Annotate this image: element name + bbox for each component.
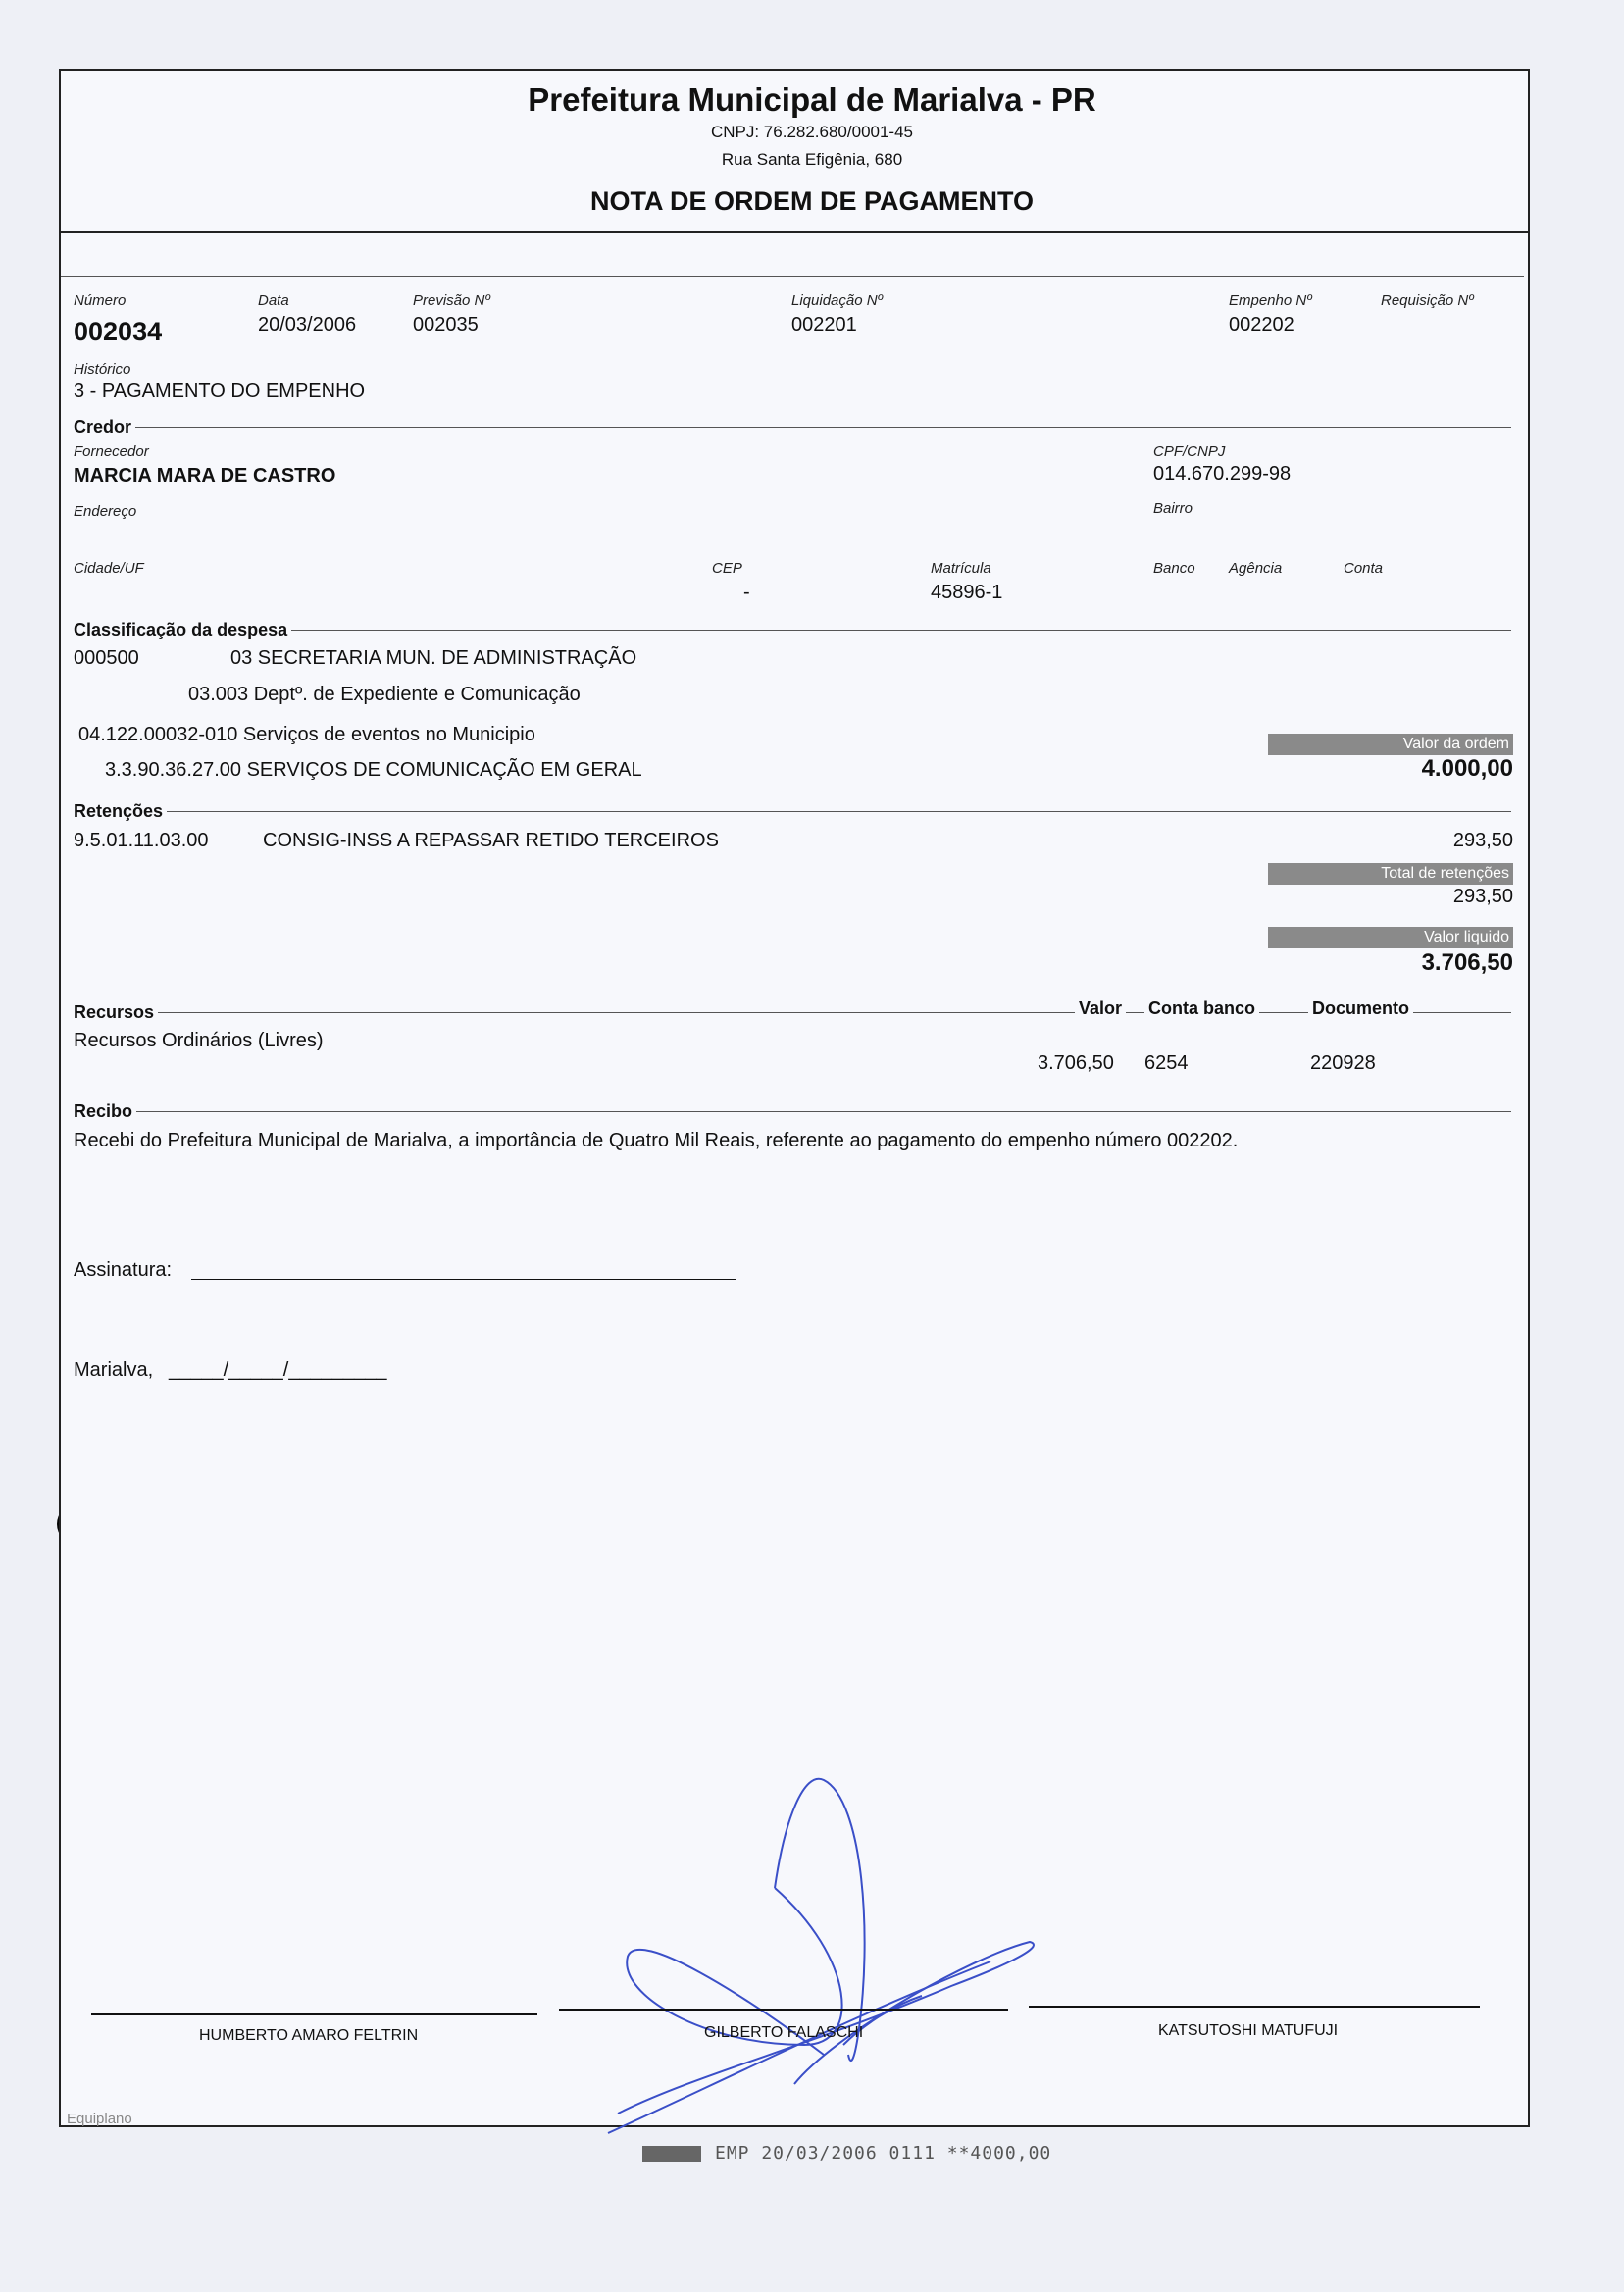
data-label: Data — [258, 292, 289, 309]
fornecedor-label: Fornecedor — [74, 443, 149, 460]
date-blank: _____/_____/_________ — [169, 1359, 387, 1381]
stamp-mark-icon — [642, 2146, 701, 2162]
data-value: 20/03/2006 — [258, 314, 357, 335]
recursos-fonte: Recursos Ordinários (Livres) — [74, 1030, 324, 1051]
liquidacao-label: Liquidação Nº — [791, 292, 884, 309]
signatory-1: HUMBERTO AMARO FELTRIN — [199, 2027, 419, 2044]
recibo-text: Recebi do Prefeitura Municipal de Marialva, a importância de Quatro Mil Reais, referente ao pagamento do empenho número 002202. — [74, 1130, 1239, 1151]
retencoes-section: Retenções — [74, 801, 167, 822]
classificacao-line1: 03 SECRETARIA MUN. DE ADMINISTRAÇÃO — [230, 647, 637, 669]
cep-label: CEP — [712, 560, 742, 577]
credor-section: Credor — [74, 417, 135, 437]
recibo-section: Recibo — [74, 1101, 136, 1122]
signatory-2: GILBERTO FALASCHI — [704, 2024, 864, 2041]
valor-ordem-value: 4.000,00 — [1421, 755, 1513, 782]
liquidacao-value: 002201 — [791, 314, 857, 335]
total-retencoes-label: Total de retenções — [1268, 863, 1513, 885]
cpf-value: 014.670.299-98 — [1153, 463, 1292, 484]
bairro-label: Bairro — [1153, 500, 1193, 517]
empenho-value: 002202 — [1229, 314, 1294, 335]
assinatura-line — [191, 1279, 736, 1280]
requisicao-label: Requisição Nº — [1381, 292, 1474, 309]
agencia-label: Agência — [1229, 560, 1283, 577]
numero-label: Número — [74, 292, 127, 309]
recursos-documento: 220928 — [1310, 1052, 1376, 1074]
cnpj-line: CNPJ: 76.282.680/0001-45 — [710, 123, 914, 141]
credor-divider — [74, 427, 1511, 428]
signature-line-2 — [559, 2009, 1008, 2011]
cep-value: - — [743, 582, 750, 603]
fornecedor-value: MARCIA MARA DE CASTRO — [74, 465, 336, 486]
matricula-label: Matrícula — [931, 560, 991, 577]
historico-value: 3 - PAGAMENTO DO EMPENHO — [74, 381, 366, 402]
retencao-code: 9.5.01.11.03.00 — [74, 830, 209, 851]
handwritten-signature — [598, 1760, 1049, 2153]
historico-label: Histórico — [74, 361, 131, 378]
signatory-3: KATSUTOSHI MATUFUJI — [1158, 2022, 1339, 2039]
recursos-valor-label: Valor — [1075, 998, 1126, 1019]
retencoes-divider — [74, 811, 1511, 812]
classificacao-section: Classificação da despesa — [74, 620, 291, 640]
endereco-label: Endereço — [74, 503, 137, 520]
classificacao-line4: 3.3.90.36.27.00 SERVIÇOS DE COMUNICAÇÃO EM GERAL — [105, 759, 642, 781]
conta-label: Conta — [1344, 560, 1384, 577]
banco-label: Banco — [1153, 560, 1195, 577]
cpf-label: CPF/CNPJ — [1153, 443, 1226, 460]
matricula-value: 45896-1 — [931, 582, 1003, 603]
stamp-text: EMP 20/03/2006 0111 **4000,00 — [715, 2143, 1052, 2164]
classificacao-line2: 03.003 Deptº. de Expediente e Comunicação — [188, 684, 581, 705]
retencao-value: 293,50 — [1452, 830, 1513, 851]
valor-liquido-value: 3.706,50 — [1421, 949, 1513, 976]
recursos-valor: 3.706,50 — [1038, 1052, 1114, 1074]
empenho-label: Empenho Nº — [1229, 292, 1312, 309]
recursos-conta-label: Conta banco — [1144, 998, 1259, 1019]
document-type: NOTA DE ORDEM DE PAGAMENTO — [589, 186, 1034, 216]
page-title: Prefeitura Municipal de Marialva - PR — [528, 81, 1096, 118]
recibo-divider — [74, 1111, 1511, 1112]
software-credit: Equiplano — [67, 2111, 132, 2127]
local-label: Marialva, — [74, 1359, 154, 1381]
previsao-label: Previsão Nº — [413, 292, 490, 309]
header-divider — [59, 231, 1528, 233]
recursos-documento-label: Documento — [1308, 998, 1413, 1019]
recursos-conta: 6254 — [1144, 1052, 1189, 1074]
recursos-divider — [74, 1012, 1511, 1013]
payment-stamp — [642, 2143, 1051, 2164]
signature-line-3 — [1029, 2006, 1480, 2008]
valor-ordem-label: Valor da ordem — [1268, 734, 1513, 755]
retencao-desc: CONSIG-INSS A REPASSAR RETIDO TERCEIROS — [263, 830, 719, 851]
total-retencoes-value: 293,50 — [1452, 886, 1513, 907]
ids-divider — [61, 276, 1524, 277]
classificacao-code: 000500 — [74, 647, 139, 669]
signature-line-1 — [91, 2013, 537, 2015]
address-line: Rua Santa Efigênia, 680 — [721, 150, 903, 169]
recursos-section: Recursos — [74, 1002, 158, 1023]
valor-liquido-label: Valor liquido — [1268, 927, 1513, 948]
cidade-label: Cidade/UF — [74, 560, 144, 577]
numero-value: 002034 — [74, 317, 163, 346]
assinatura-label: Assinatura: — [74, 1259, 173, 1281]
classificacao-line3: 04.122.00032-010 Serviços de eventos no Municipio — [78, 724, 535, 745]
previsao-value: 002035 — [413, 314, 479, 335]
